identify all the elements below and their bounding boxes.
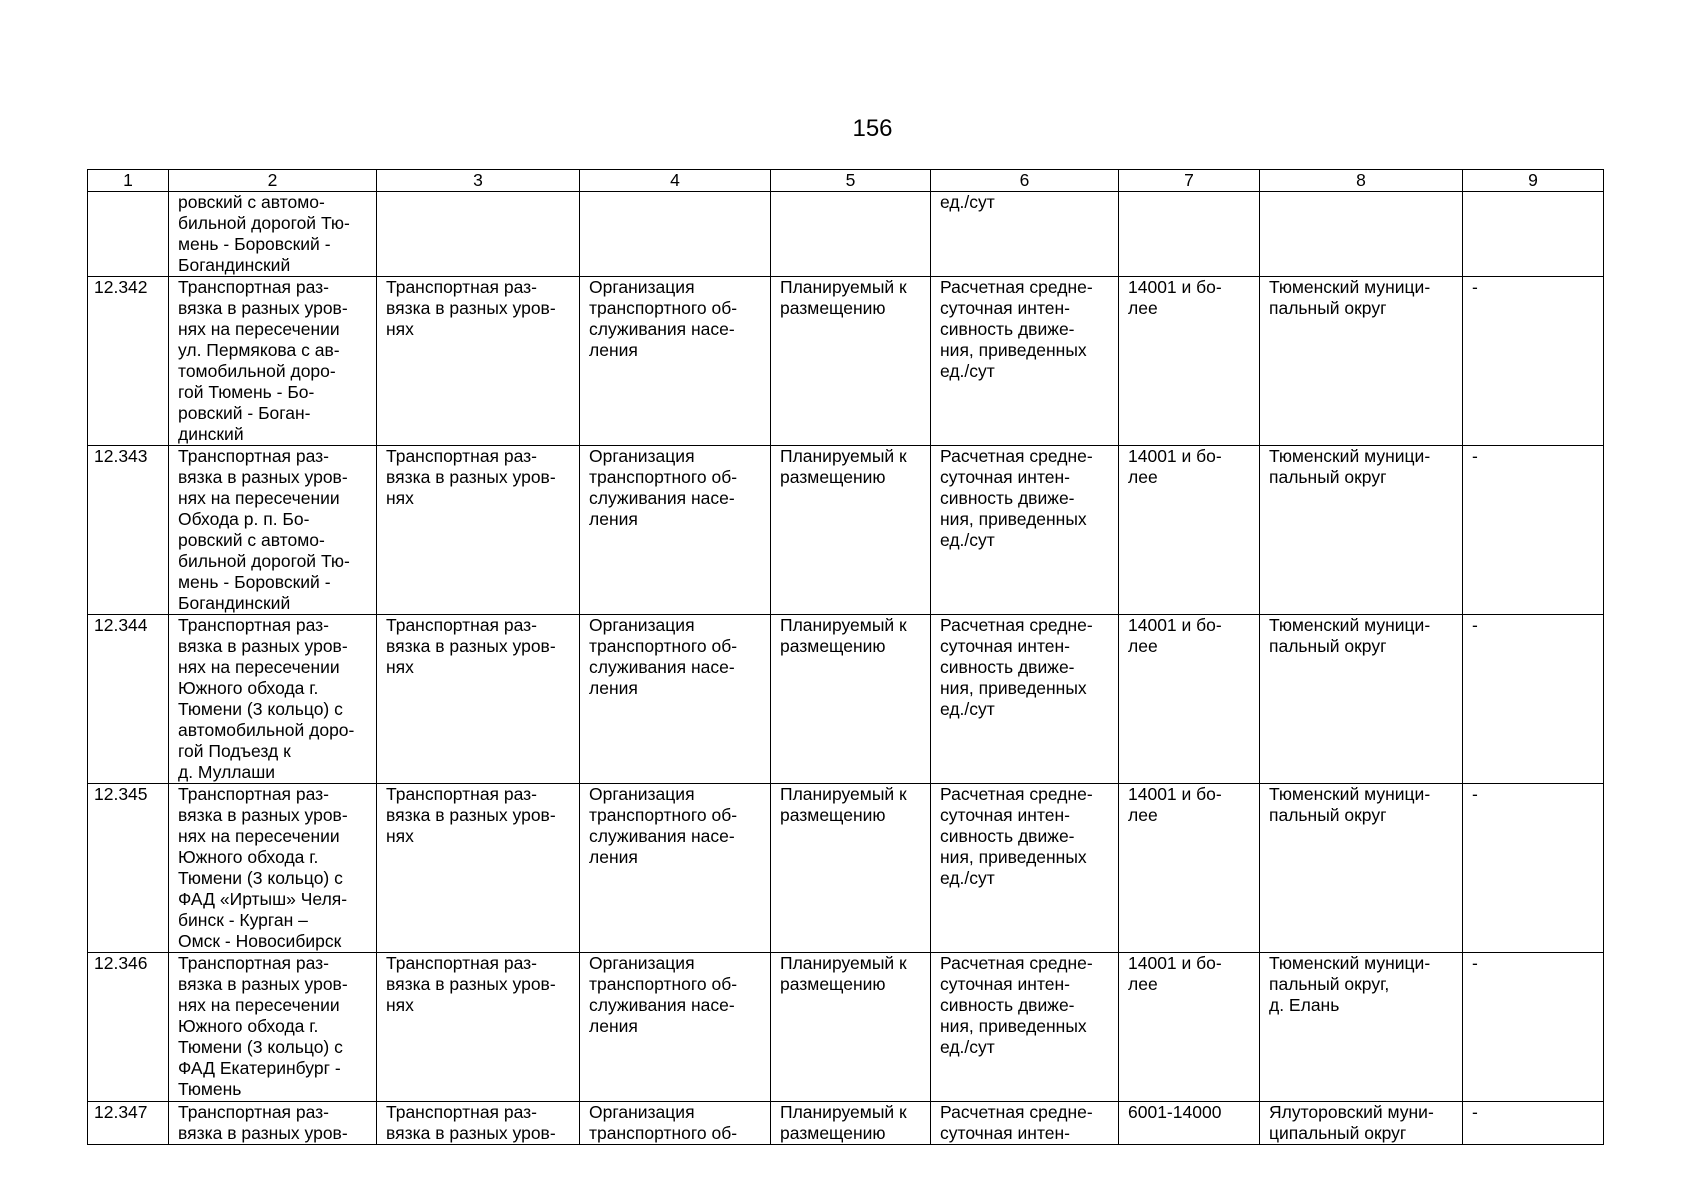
column-header: 4 (580, 170, 771, 192)
cell-type: Транспортная раз- вязка в разных уров- (377, 1102, 580, 1145)
cell-name: ровский с автомо- бильной дорогой Тю- мень - Боровский - Богандинский (169, 192, 377, 277)
cell-value: 14001 и бо- лее (1119, 277, 1260, 446)
cell-characteristic: Расчетная средне- суточная интен- сивность движе- ния, приведенных ед./сут (931, 277, 1119, 446)
cell-zone: - (1463, 1102, 1604, 1145)
column-header: 5 (771, 170, 931, 192)
cell-name: Транспортная раз- вязка в разных уров- нях на пересечении Южного обхода г. Тюмени (3 кольцо) с автомобильной доро- гой Подъезд к д. Муллаши (169, 615, 377, 784)
cell-name: Транспортная раз- вязка в разных уров- (169, 1102, 377, 1145)
cell-value: 14001 и бо- лее (1119, 784, 1260, 953)
cell-name: Транспортная раз- вязка в разных уров- нях на пересечении Южного обхода г. Тюмени (3 кольцо) с ФАД Екатеринбург - Тюмень (169, 953, 377, 1102)
cell-purpose: Организация транспортного об- служивания насе- ления (580, 615, 771, 784)
cell-type: Транспортная раз- вязка в разных уров- нях (377, 277, 580, 446)
cell-zone (1463, 192, 1604, 277)
column-header: 2 (169, 170, 377, 192)
cell-purpose: Организация транспортного об- служивания насе- ления (580, 784, 771, 953)
table-header-row (88, 170, 1604, 192)
cell-number: 12.346 (88, 953, 169, 1102)
cell-value: 14001 и бо- лее (1119, 953, 1260, 1102)
cell-characteristic: Расчетная средне- суточная интен- сивность движе- ния, приведенных ед./сут (931, 953, 1119, 1102)
cell-characteristic: Расчетная средне- суточная интен- сивность движе- ния, приведенных ед./сут (931, 784, 1119, 953)
cell-purpose: Организация транспортного об- служивания насе- ления (580, 446, 771, 615)
cell-number: 12.342 (88, 277, 169, 446)
cell-zone: - (1463, 446, 1604, 615)
cell-value: 14001 и бо- лее (1119, 615, 1260, 784)
column-header: 7 (1119, 170, 1260, 192)
cell-zone: - (1463, 953, 1604, 1102)
cell-type: Транспортная раз- вязка в разных уров- нях (377, 953, 580, 1102)
cell-value: 6001-14000 (1119, 1102, 1260, 1145)
cell-type (377, 192, 580, 277)
cell-value: 14001 и бо- лее (1119, 446, 1260, 615)
column-header: 6 (931, 170, 1119, 192)
cell-characteristic: ед./сут (931, 192, 1119, 277)
cell-status: Планируемый к размещению (771, 277, 931, 446)
cell-characteristic: Расчетная средне- суточная интен- (931, 1102, 1119, 1145)
cell-status: Планируемый к размещению (771, 446, 931, 615)
cell-characteristic: Расчетная средне- суточная интен- сивность движе- ния, приведенных ед./сут (931, 615, 1119, 784)
cell-type: Транспортная раз- вязка в разных уров- нях (377, 615, 580, 784)
cell-location: Тюменский муници- пальный округ, д. Елань (1260, 953, 1463, 1102)
column-header: 9 (1463, 170, 1604, 192)
cell-status (771, 192, 931, 277)
cell-number: 12.343 (88, 446, 169, 615)
page-number: 156 (852, 115, 893, 142)
cell-location: Тюменский муници- пальный округ (1260, 446, 1463, 615)
table-row (88, 446, 1604, 615)
cell-value (1119, 192, 1260, 277)
cell-name: Транспортная раз- вязка в разных уров- нях на пересечении Обхода р. п. Бо- ровский с автомо- бильной дорогой Тю- мень - Боровский - Богандинский (169, 446, 377, 615)
cell-name: Транспортная раз- вязка в разных уров- нях на пересечении Южного обхода г. Тюмени (3 кольцо) с ФАД «Иртыш» Челя- бинск - Курган – Омск - Новосибирск (169, 784, 377, 953)
table-row (88, 784, 1604, 953)
cell-location (1260, 192, 1463, 277)
cell-zone: - (1463, 784, 1604, 953)
column-header: 1 (88, 170, 169, 192)
cell-location: Тюменский муници- пальный округ (1260, 615, 1463, 784)
cell-zone: - (1463, 277, 1604, 446)
document-table (87, 169, 1604, 1145)
cell-location: Ялуторовский муни- ципальный округ (1260, 1102, 1463, 1145)
cell-name: Транспортная раз- вязка в разных уров- нях на пересечении ул. Пермякова с ав- томобильной доро- гой Тюмень - Бо- ровский - Боган- динский (169, 277, 377, 446)
table-row (88, 1102, 1604, 1145)
table-row (88, 953, 1604, 1102)
cell-purpose: Организация транспортного об- служивания насе- ления (580, 953, 771, 1102)
cell-status: Планируемый к размещению (771, 953, 931, 1102)
cell-number: 12.344 (88, 615, 169, 784)
cell-location: Тюменский муници- пальный округ (1260, 277, 1463, 446)
cell-status: Планируемый к размещению (771, 1102, 931, 1145)
table-row (88, 192, 1604, 277)
cell-number: 12.347 (88, 1102, 169, 1145)
table-row (88, 277, 1604, 446)
cell-zone: - (1463, 615, 1604, 784)
table-row (88, 615, 1604, 784)
cell-number: 12.345 (88, 784, 169, 953)
cell-type: Транспортная раз- вязка в разных уров- нях (377, 784, 580, 953)
cell-purpose: Организация транспортного об- (580, 1102, 771, 1145)
column-header: 8 (1260, 170, 1463, 192)
cell-type: Транспортная раз- вязка в разных уров- нях (377, 446, 580, 615)
cell-status: Планируемый к размещению (771, 615, 931, 784)
column-header: 3 (377, 170, 580, 192)
cell-number (88, 192, 169, 277)
cell-status: Планируемый к размещению (771, 784, 931, 953)
cell-location: Тюменский муници- пальный округ (1260, 784, 1463, 953)
cell-characteristic: Расчетная средне- суточная интен- сивность движе- ния, приведенных ед./сут (931, 446, 1119, 615)
cell-purpose (580, 192, 771, 277)
cell-purpose: Организация транспортного об- служивания насе- ления (580, 277, 771, 446)
